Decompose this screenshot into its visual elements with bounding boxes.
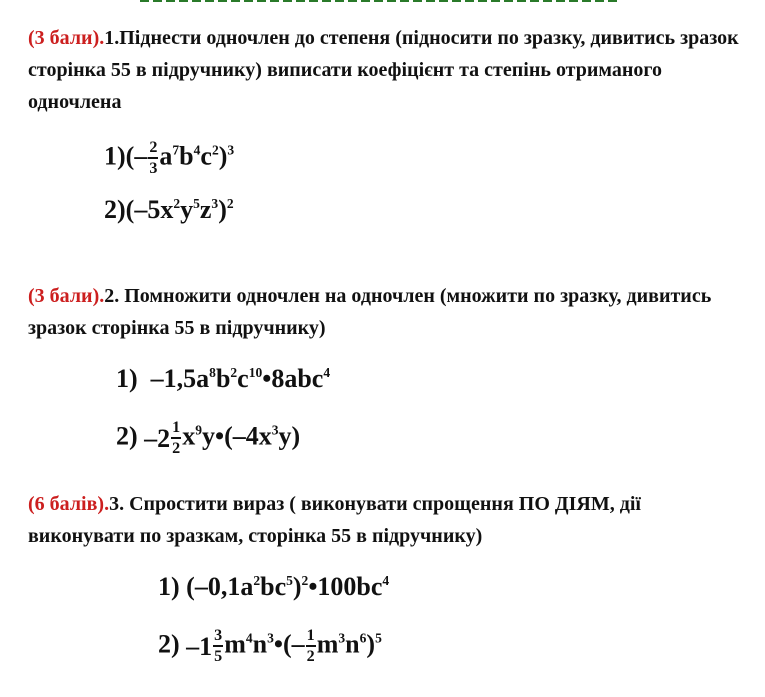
task-3-number: 3. [109,493,125,515]
fraction: $\frac{2}{3}$ [149,139,158,178]
task-1-points: (3 бали). [28,27,105,49]
task-1-expression-1: 1)(– $\frac{2}{3}$ $a^7b^4c^2)^3$ [104,139,235,178]
fraction: $\frac{3}{5}$ [214,627,223,666]
task-2-number: 2. [104,285,120,307]
cropped-heading-fragment [140,0,620,6]
task-2-expression-1: 1) $-1,5a^8b^2c^{10}•8abc^4$ [116,364,331,393]
fraction: $\frac{1}{2}$ [172,419,181,458]
task-1-expression-2: $2)(-5x^2y^5z^3)^2$ [104,195,234,224]
task-3-expression-1: 1) $(-0,1a^2bc^5)^2•100bc^4$ [158,572,390,601]
task-1 [28,22,748,118]
task-1-number: 1. [104,27,120,49]
task-2 [28,280,748,344]
task-2-points: (3 бали). [28,285,105,307]
task-2-text: Помножити одночлен на одночлен (множити по зразку, дивитись зразок сторінка 55 в підручнику) [28,285,712,339]
task-3-expression-2: 2) –1 $\frac{3}{5}$ $m^4n^3•(-$ $\frac{1}{2}$ $m^3n^6)^5$ [158,627,382,666]
fraction: $\frac{1}{2}$ [306,627,315,666]
task-1-text: Піднести одночлен до степеня (підносити по зразку, дивитись зразок сторінка 55 в підручнику) виписати коефіцієнт та степінь отриманого одночлена [28,27,739,113]
task-2-expression-2: 2) –2 $\frac{1}{2}$ $x^9y•(-4x^3y)$ [116,419,301,458]
task-3 [28,488,748,552]
task-3-text: Спростити вираз ( виконувати спрощення ПО ДІЯМ, дії виконувати по зразкам, сторінка 55 в підручнику) [28,493,641,547]
task-3-points: (6 балів). [28,493,110,515]
